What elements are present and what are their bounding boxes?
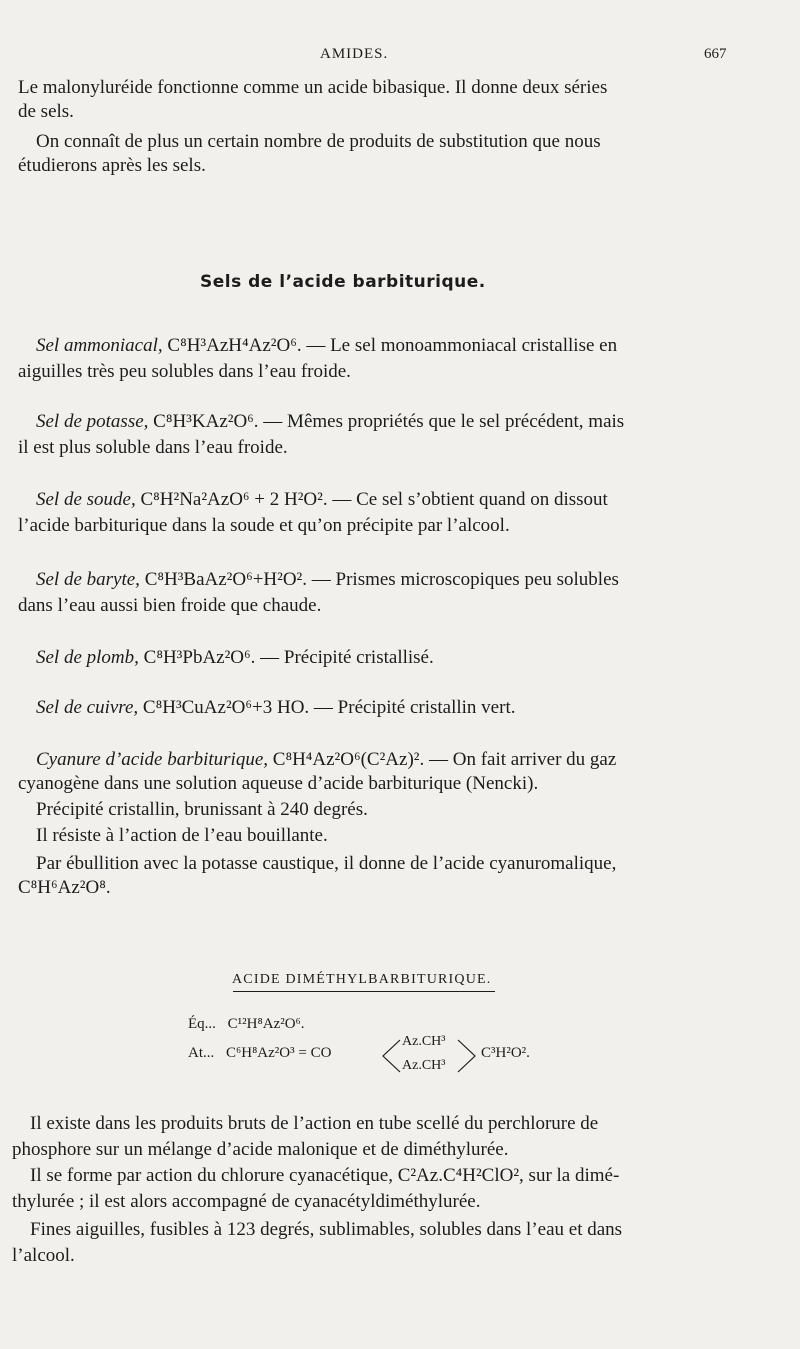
formula-value: C¹²H⁸Az²O⁶.	[227, 1016, 305, 1032]
body-line: cyanogène dans une solution aqueuse d’acide barbiturique (Nencki).	[18, 773, 539, 794]
salt-description: l’acide barbiturique dans la soude et qu’on précipite par l’alcool.	[18, 515, 510, 536]
compound-name: Cyanure d’acide barbiturique,	[36, 749, 269, 770]
salt-formula: C⁸H³CuAz²O⁶+3 HO.	[142, 697, 310, 718]
salt-formula: C⁸H³KAz²O⁶.	[153, 411, 259, 432]
intro-line: On connaît de plus un certain nombre de produits de substitution que nous	[36, 131, 601, 152]
body-line: thylurée ; il est alors accompagné de cyanacétyldiméthylurée.	[12, 1191, 481, 1212]
salt-formula: C⁸H³PbAz²O⁶.	[143, 647, 256, 668]
subsection-heading: ACIDE DIMÉTHYLBARBITURIQUE.	[232, 972, 492, 987]
compound-description: — On fait arriver du gaz	[428, 749, 617, 770]
salt-entry-potasse	[36, 410, 730, 434]
equivalent-formula-line	[188, 1016, 305, 1033]
salt-description: — Ce sel s’obtient quand on dissout	[332, 489, 608, 510]
salt-description: aiguilles très peu solubles dans l’eau froide.	[18, 361, 351, 382]
salt-description: — Le sel monoammoniacal cristallise en	[306, 335, 618, 356]
body-line: Par ébullition avec la potasse caustique, il donne de l’acide cyanuromalique,	[36, 853, 617, 874]
salt-name: Sel de potasse,	[36, 411, 149, 432]
salt-description: il est plus soluble dans l’eau froide.	[18, 437, 288, 458]
cyanure-entry	[36, 748, 730, 772]
salt-name: Sel de cuivre,	[36, 697, 139, 718]
salt-name: Sel de plomb,	[36, 647, 139, 668]
intro-line: Le malonyluréide fonctionne comme un acide bibasique. Il donne deux séries	[18, 77, 608, 98]
salt-description: — Prismes microscopiques peu solubles	[311, 569, 619, 590]
formula-label: At...	[188, 1045, 215, 1061]
salt-name: Sel de soude,	[36, 489, 136, 510]
right-angle-bracket	[456, 1036, 478, 1076]
body-line: Il existe dans les produits bruts de l’action en tube scellé du perchlorure de	[30, 1113, 599, 1134]
page-number: 667	[704, 46, 727, 62]
formula-tail: C³H²O².	[481, 1045, 530, 1061]
body-line: Fines aiguilles, fusibles à 123 degrés, sublimables, solubles dans l’eau et dans	[30, 1219, 623, 1240]
body-line: phosphore sur un mélange d’acide malonique et de diméthylurée.	[12, 1139, 509, 1160]
branch-top: Az.CH³	[402, 1034, 446, 1049]
section-heading: Sels de l’acide barbiturique.	[200, 272, 486, 292]
body-line: l’alcool.	[12, 1245, 75, 1266]
salt-entry-cuivre	[36, 696, 730, 720]
salt-entry-soude	[36, 488, 730, 512]
salt-name: Sel de baryte,	[36, 569, 140, 590]
formula-value: C⁶H⁸Az²O³ = CO	[226, 1045, 332, 1061]
body-line: C⁸H⁶Az²O⁸.	[18, 877, 111, 898]
salt-name: Sel ammoniacal,	[36, 335, 163, 356]
heading-rule	[233, 991, 495, 992]
salt-description: dans l’eau aussi bien froide que chaude.	[18, 595, 322, 616]
salt-formula: C⁸H²Na²AzO⁶ + 2 H²O².	[140, 489, 328, 510]
salt-formula: C⁸H³BaAz²O⁶+H²O².	[144, 569, 308, 590]
left-angle-bracket	[380, 1036, 402, 1076]
compound-formula: C⁸H⁴Az²O⁶(C²Az)².	[272, 749, 425, 770]
formula-label: Éq...	[188, 1016, 216, 1032]
salt-entry-ammoniacal	[36, 334, 730, 358]
salt-entry-plomb	[36, 646, 730, 670]
intro-line: étudierons après les sels.	[18, 155, 206, 176]
body-line: Il résiste à l’action de l’eau bouillante.	[36, 825, 328, 846]
intro-line: de sels.	[18, 101, 74, 122]
salt-formula: C⁸H³AzH⁴Az²O⁶.	[167, 335, 302, 356]
salt-description: — Précipité cristallisé.	[260, 647, 434, 668]
atomic-formula-line	[188, 1045, 331, 1062]
running-header: AMIDES.	[320, 46, 389, 62]
salt-entry-baryte	[36, 568, 730, 592]
body-line: Il se forme par action du chlorure cyanacétique, C²Az.C⁴H²ClO², sur la dimé-	[30, 1165, 620, 1186]
salt-description: — Mêmes propriétés que le sel précédent, mais	[263, 411, 625, 432]
salt-description: — Précipité cristallin vert.	[313, 697, 516, 718]
branch-bottom: Az.CH³	[402, 1058, 446, 1073]
body-line: Précipité cristallin, brunissant à 240 degrés.	[36, 799, 368, 820]
